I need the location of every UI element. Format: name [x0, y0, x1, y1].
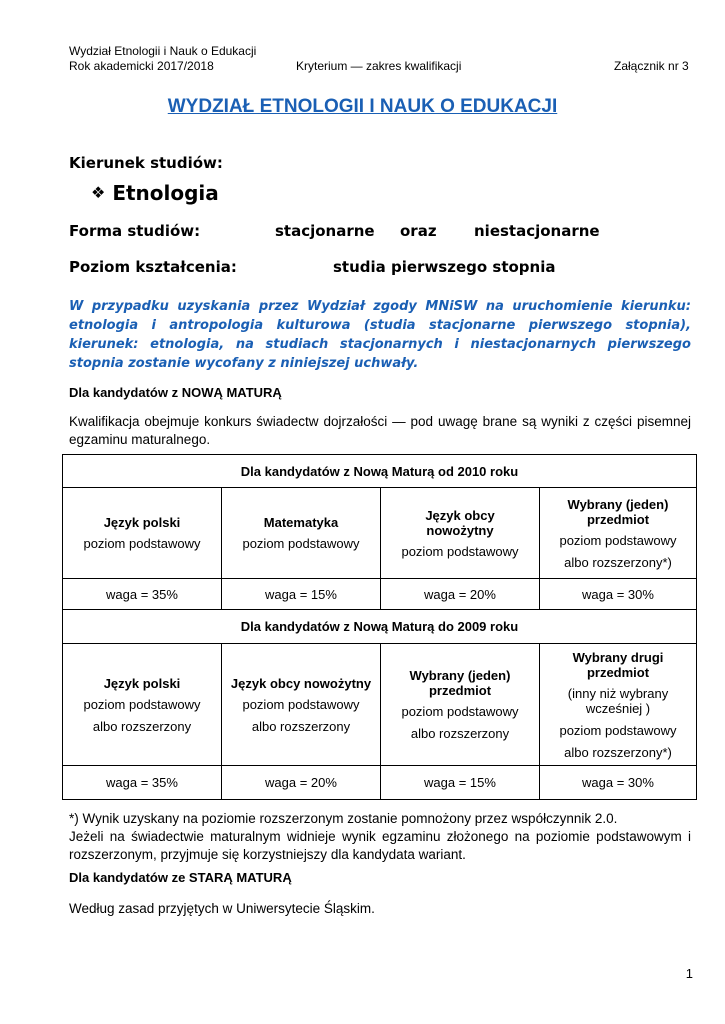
weight-cell: waga = 35%	[63, 579, 222, 610]
table-2010-caption: Dla kandydatów z Nową Maturą od 2010 roku	[63, 455, 697, 488]
subject-title: Język polski	[103, 675, 181, 691]
header-academic-year: Rok akademicki 2017/2018	[69, 59, 214, 73]
footnote	[69, 810, 691, 864]
subject-level: albo rozszerzony	[251, 718, 351, 734]
new-matura-heading: Dla kandydatów z NOWĄ MATURĄ	[69, 385, 282, 400]
subject-title: Język obcy nowożytny	[425, 507, 495, 538]
subject-level: poziom podstawowy	[242, 536, 360, 551]
table-2010-cell	[540, 488, 697, 579]
header-attachment: Załącznik nr 3	[614, 59, 689, 73]
field-label: Kierunek studiów:	[69, 154, 223, 172]
subject-level: albo rozszerzony	[92, 718, 192, 734]
old-matura-heading: Dla kandydatów ze STARĄ MATURĄ	[69, 870, 292, 885]
table-2009-caption: Dla kandydatów z Nową Maturą do 2009 roku	[63, 610, 697, 644]
form-value-1: stacjonarne	[275, 222, 375, 240]
table-2010-cell	[381, 488, 540, 579]
field-value-row	[91, 181, 219, 205]
old-matura-text: Według zasad przyjętych w Uniwersytecie Śląskim.	[69, 901, 375, 916]
subject-title: Wybrany drugi przedmiot	[572, 649, 664, 680]
page-title: WYDZIAŁ ETNOLOGII I NAUK O EDUKACJI	[167, 96, 558, 117]
subject-level: poziom podstawowy	[83, 536, 201, 551]
subject-note: (inny niż wybrany wcześniej )	[567, 685, 669, 716]
subject-title: Matematyka	[263, 515, 339, 530]
table-2010-cell	[222, 488, 381, 579]
weight-cell: waga = 30%	[540, 579, 697, 610]
table-2009-cell	[381, 644, 540, 766]
form-value-2: niestacjonarne	[474, 222, 600, 240]
footnote-line-2: Jeżeli na świadectwie maturalnym widnieje wynik egzaminu złożonego na poziomie podstawowym i rozszerzonym, przyjmuje się korzystniejszy dla kandydata wariant.	[69, 829, 691, 862]
subject-title: Język obcy nowożytny	[230, 675, 372, 691]
field-value: Etnologia	[112, 181, 219, 205]
subject-level: poziom podstawowy	[401, 543, 519, 559]
form-conjunction: oraz	[400, 222, 437, 240]
form-label: Forma studiów:	[69, 222, 201, 240]
weight-cell: waga = 20%	[222, 766, 381, 800]
page-number: 1	[685, 966, 693, 981]
subject-title: Wybrany (jeden) przedmiot	[409, 668, 511, 698]
header-faculty: Wydział Etnologii i Nauk o Edukacji	[69, 44, 257, 58]
weight-cell: waga = 15%	[222, 579, 381, 610]
subject-title: Wybrany (jeden) przedmiot	[567, 496, 669, 527]
subject-title: Język polski	[103, 515, 181, 530]
subject-level: poziom podstawowy	[401, 704, 519, 719]
table-2010	[62, 454, 697, 800]
subject-level: poziom podstawowy	[559, 532, 677, 548]
weight-cell: waga = 20%	[381, 579, 540, 610]
subject-level: poziom podstawowy	[559, 722, 677, 738]
subject-level: albo rozszerzony*)	[564, 744, 672, 760]
subject-level: albo rozszerzony	[410, 726, 510, 741]
header-criterion: Kryterium — zakres kwalifikacji	[296, 59, 462, 73]
weight-cell: waga = 35%	[63, 766, 222, 800]
table-2009-cell	[63, 644, 222, 766]
subject-level: albo rozszerzony*)	[564, 554, 672, 570]
footnote-line-1: *) Wynik uzyskany na poziomie rozszerzonym zostanie pomnożony przez współczynnik 2.0.	[69, 811, 618, 826]
diamond-bullet-icon: ❖	[91, 183, 106, 202]
subject-level: poziom podstawowy	[83, 696, 201, 712]
table-2009-cell	[222, 644, 381, 766]
level-label: Poziom kształcenia:	[69, 258, 237, 276]
weight-cell: waga = 30%	[540, 766, 697, 800]
subject-level: poziom podstawowy	[242, 696, 360, 712]
notice-paragraph: W przypadku uzyskania przez Wydział zgody MNiSW na uruchomienie kierunku: etnologia i antropologia kulturowa (studia stacjonarne pierwszego stopnia), kierunek: etnologia, na studiach stacjonarnych i niestacjonarnych pierwszego stopnia zostanie wycofany z niniejszej uchwały.	[69, 299, 691, 371]
table-2009-cell	[540, 644, 697, 766]
level-value: studia pierwszego stopnia	[333, 258, 556, 276]
weight-cell: waga = 15%	[381, 766, 540, 800]
new-matura-intro: Kwalifikacja obejmuje konkurs świadectw dojrzałości — pod uwagę brane są wyniki z części pisemnej egzaminu maturalnego.	[69, 414, 691, 447]
table-2010-cell	[63, 488, 222, 579]
